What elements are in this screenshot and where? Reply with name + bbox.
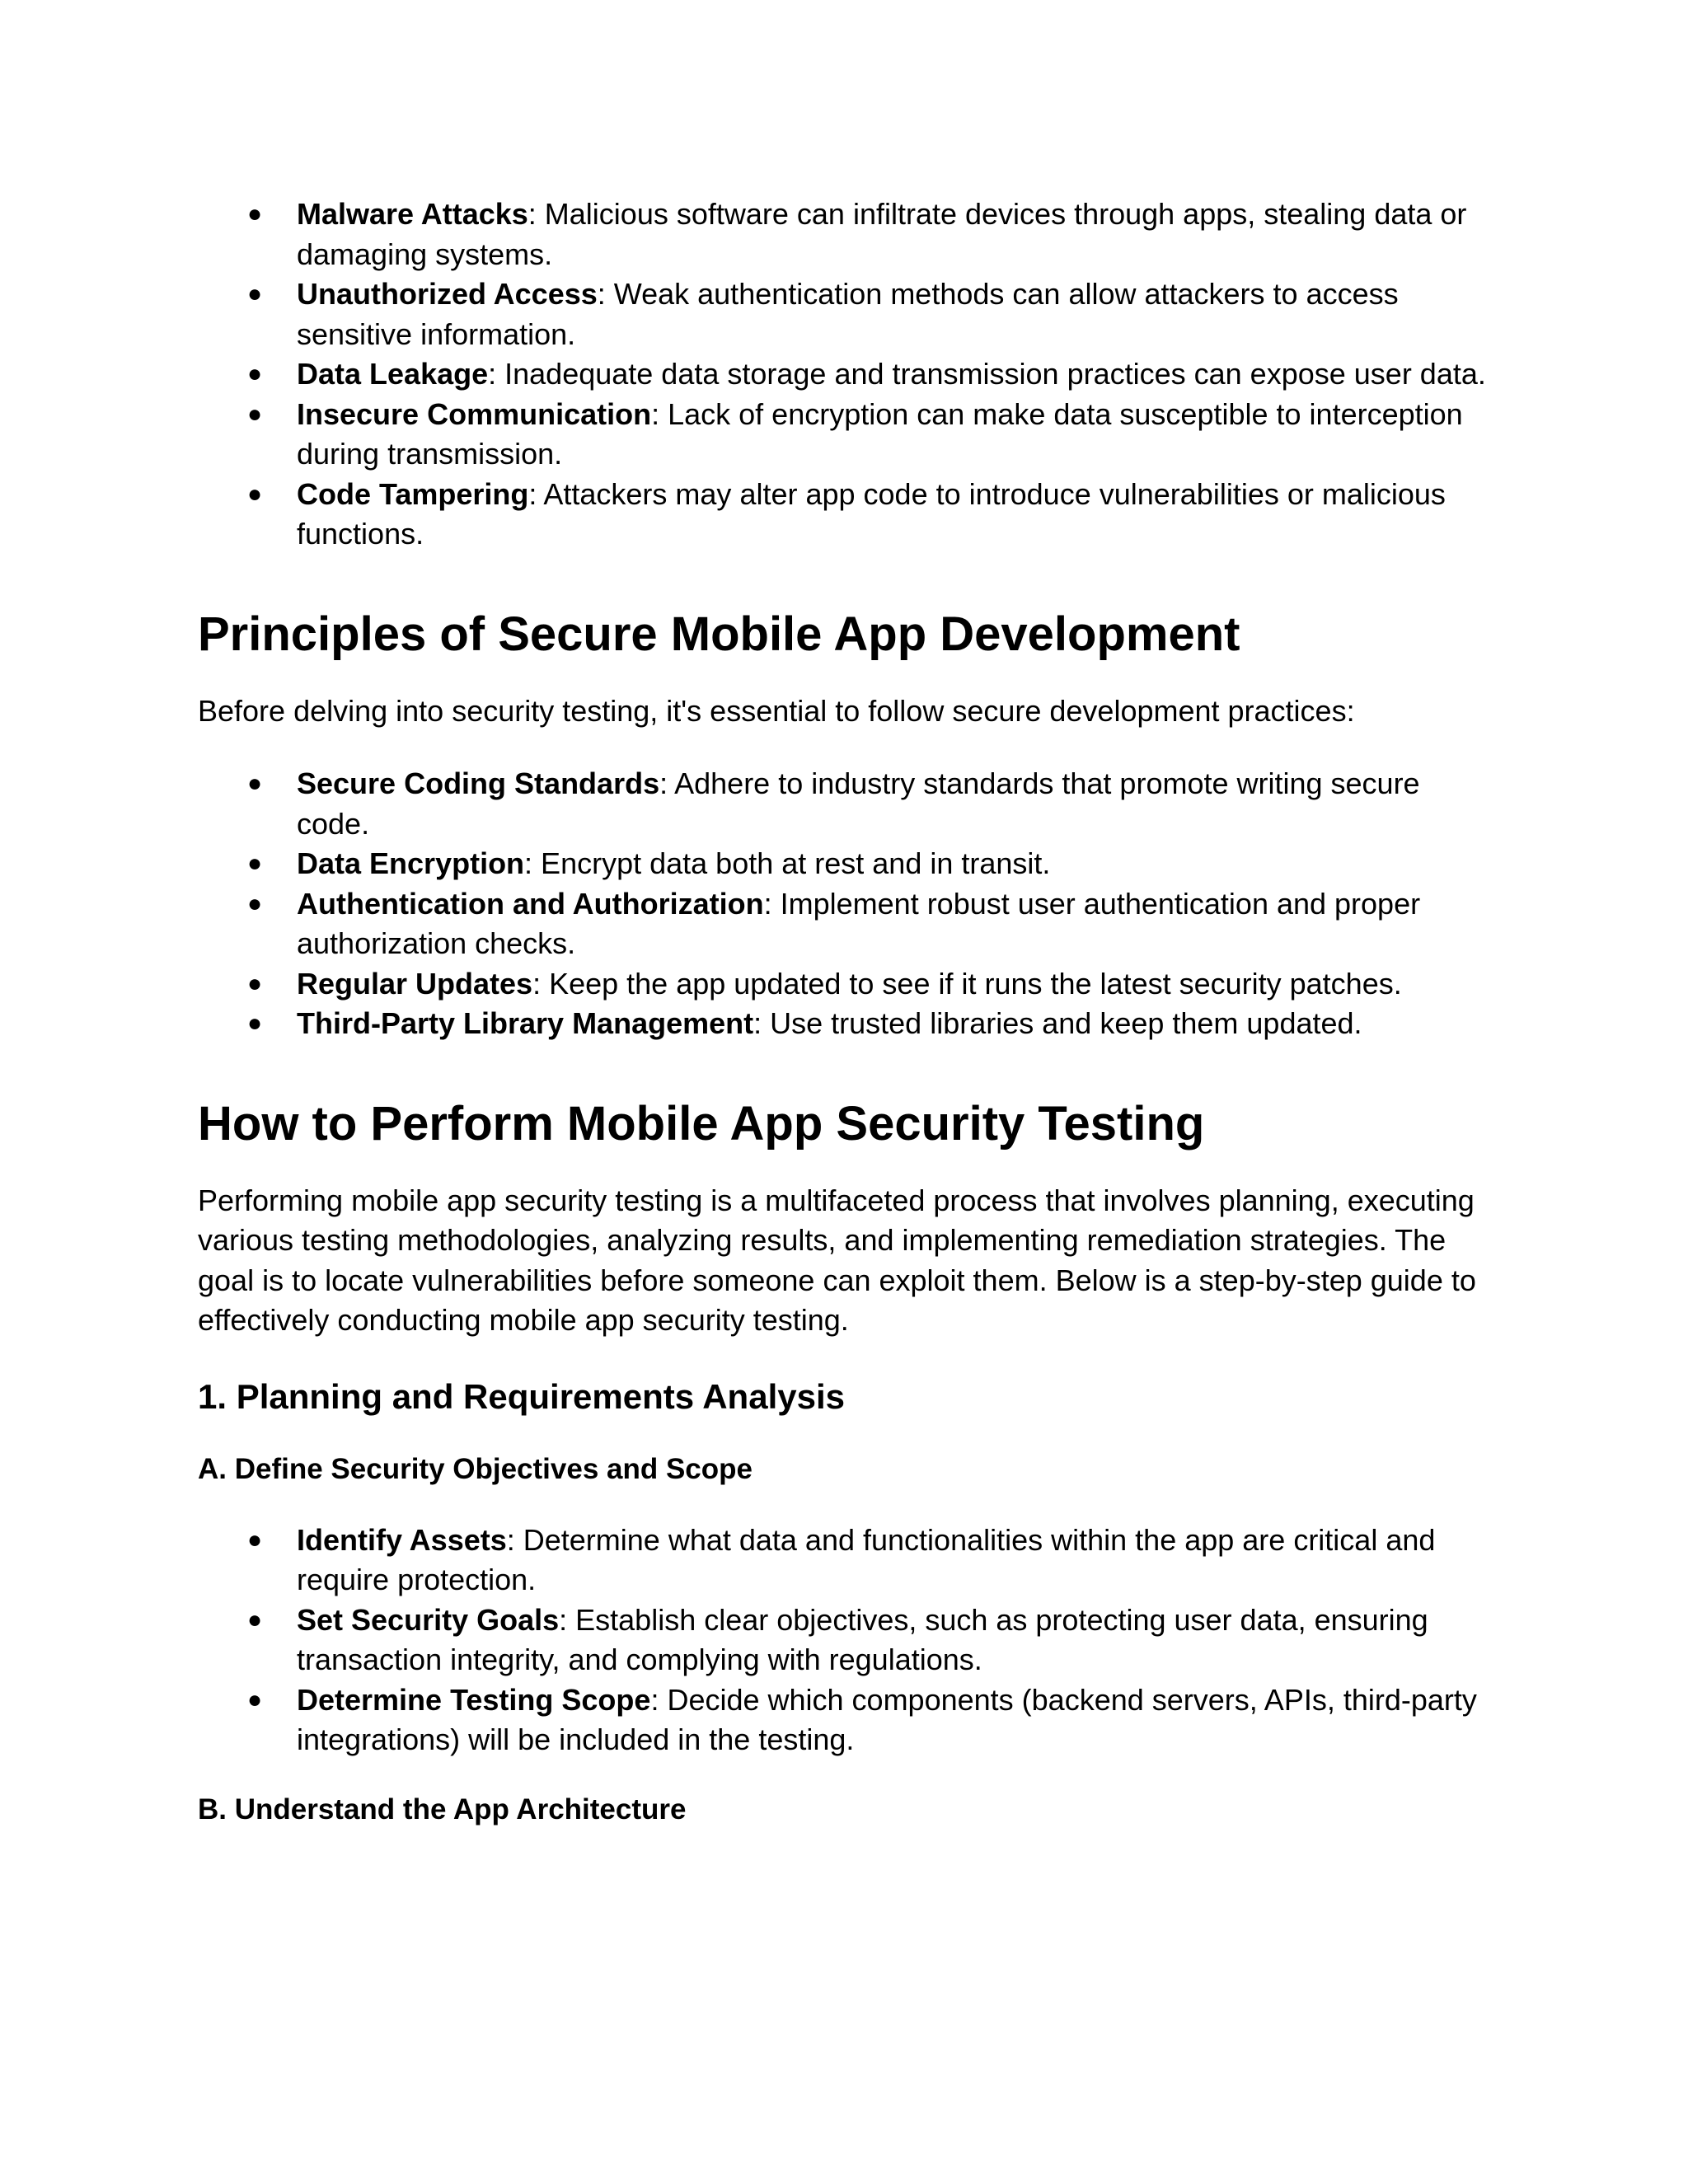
list-item-term: Regular Updates — [297, 966, 533, 1001]
list-item-term: Identify Assets — [297, 1522, 507, 1557]
bullet-icon: ● — [247, 1685, 263, 1713]
section-heading-how: How to Perform Mobile App Security Testing — [198, 1096, 1205, 1151]
list-item — [198, 764, 1500, 844]
list-item-text: : Determine what data and functionalities within the app are critical and require protection. — [297, 1522, 1436, 1596]
list-item-text: : Use trusted libraries and keep them updated. — [753, 1006, 1362, 1040]
list-item-term: Code Tampering — [297, 476, 529, 511]
section-heading-principles: Principles of Secure Mobile App Development — [198, 607, 1240, 661]
list-item — [198, 1680, 1500, 1760]
bullet-icon: ● — [247, 360, 263, 387]
list-item-text: : Malicious software can infiltrate devices through apps, stealing data or damaging systems. — [297, 197, 1467, 271]
list-item — [198, 274, 1500, 354]
list-item-text: : Establish clear objectives, such as protecting user data, ensuring transaction integrity, and complying with regulations. — [297, 1602, 1428, 1676]
list-item-term: Unauthorized Access — [297, 277, 598, 311]
bullet-icon: ● — [247, 1010, 263, 1037]
list-item-text: : Weak authentication methods can allow attackers to access sensitive information. — [297, 277, 1399, 351]
list-item — [198, 1601, 1500, 1680]
sub-b-heading: B. Understand the App Architecture — [198, 1793, 687, 1825]
bullet-icon: ● — [247, 1526, 263, 1554]
list-item — [198, 1004, 1500, 1044]
list-item — [198, 844, 1500, 884]
list-item-text: : Lack of encryption can make data susceptible to interception during transmission. — [297, 396, 1463, 471]
bullet-icon: ● — [247, 400, 263, 428]
list-item-term: Determine Testing Scope — [297, 1682, 651, 1717]
principles-list — [198, 764, 1500, 1044]
principles-intro: Before delving into security testing, it's essential to follow secure development practices: — [198, 693, 1355, 728]
bullet-icon: ● — [247, 770, 263, 797]
list-item — [198, 194, 1500, 274]
list-item-term: Data Leakage — [297, 357, 489, 391]
bullet-icon: ● — [247, 850, 263, 877]
list-item — [198, 395, 1500, 475]
how-intro: Performing mobile app security testing is a multifaceted process that involves planning, executing various testing methodologies, analyzing results, and implementing remediation strategies. The goal is to locate vulnerabilities before someone can exploit them. Below is a step-by-step guide to effectively conducting mobile app security testing. — [198, 1183, 1476, 1337]
list-item-text: : Adhere to industry standards that promote writing secure code. — [297, 766, 1420, 841]
list-item-text: : Decide which components (backend servers, APIs, third-party integrations) will be included in the testing. — [297, 1682, 1477, 1756]
bullet-icon: ● — [247, 480, 263, 508]
list-item-term: Malware Attacks — [297, 197, 528, 231]
list-item-term: Third-Party Library Management — [297, 1006, 754, 1040]
step1-heading: 1. Planning and Requirements Analysis — [198, 1376, 845, 1416]
document-page — [198, 194, 1500, 1830]
list-item-term: Authentication and Authorization — [297, 886, 764, 921]
list-item-text: : Encrypt data both at rest and in transit. — [524, 846, 1051, 880]
bullet-icon: ● — [247, 969, 263, 997]
list-item-term: Data Encryption — [297, 846, 525, 880]
threats-list — [198, 194, 1500, 555]
list-item-term: Secure Coding Standards — [297, 766, 660, 800]
list-item-text: : Attackers may alter app code to introduce vulnerabilities or malicious functions. — [297, 476, 1446, 551]
bullet-icon: ● — [247, 200, 263, 227]
list-item — [198, 354, 1500, 395]
sub-a-list — [198, 1521, 1500, 1760]
list-item-text: : Inadequate data storage and transmission practices can expose user data. — [488, 357, 1486, 391]
sub-a-heading: A. Define Security Objectives and Scope — [198, 1452, 753, 1485]
list-item — [198, 475, 1500, 555]
list-item — [198, 884, 1500, 964]
list-item — [198, 964, 1500, 1005]
bullet-icon: ● — [247, 280, 263, 307]
bullet-icon: ● — [247, 1605, 263, 1633]
list-item — [198, 1521, 1500, 1601]
list-item-text: : Implement robust user authentication and proper authorization checks. — [297, 886, 1421, 960]
bullet-icon: ● — [247, 889, 263, 917]
list-item-term: Insecure Communication — [297, 396, 652, 431]
list-item-term: Set Security Goals — [297, 1602, 560, 1637]
list-item-text: : Keep the app updated to see if it runs the latest security patches. — [532, 966, 1402, 1001]
